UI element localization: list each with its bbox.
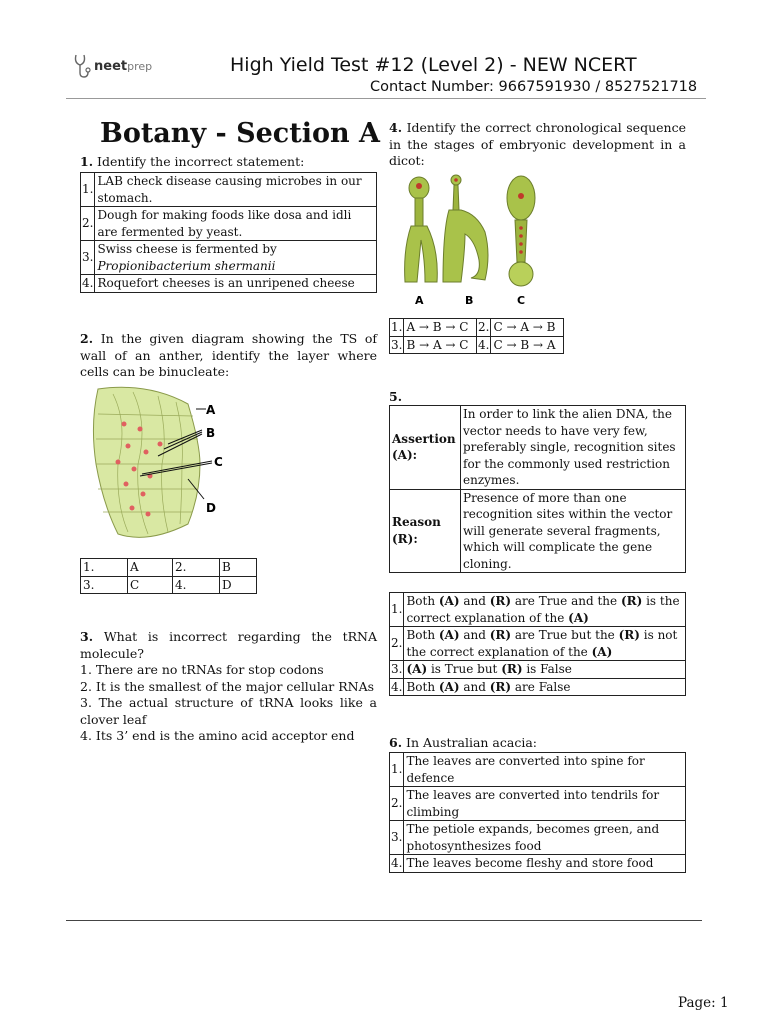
label-a: A — [206, 403, 216, 417]
stage-label-b: B — [465, 294, 474, 307]
question-2: 2. In the given diagram showing the TS of wall of an anther, identify the layer where cells can be binucleate: — [80, 331, 377, 379]
test-title: High Yield Test #12 (Level 2) - NEW NCERT — [230, 54, 637, 76]
statement: 3. The actual structure of tRNA looks like a clover leaf — [80, 695, 377, 727]
neetprep-logo — [72, 53, 152, 79]
option-1[interactable]: A → B → C — [404, 319, 477, 337]
question-6: 6. In Australian acacia: — [389, 735, 537, 750]
option-4[interactable]: C → B → A — [491, 336, 564, 354]
reason-text: Presence of more than one recognition sites within the vector will generate several fragments, which will complicate the gene cloning. — [461, 489, 686, 573]
option-row[interactable]: 3. (A) is True but (R) is False — [390, 661, 686, 679]
question-1-options — [80, 172, 377, 293]
header-divider — [66, 98, 706, 99]
contact-number: Contact Number: 9667591930 / 8527521718 — [370, 79, 698, 95]
statement: 4. Its 3’ end is the amino acid acceptor end — [80, 728, 355, 743]
option-row[interactable]: 4. Both (A) and (R) are False — [390, 678, 686, 696]
anther-wall-diagram — [88, 384, 238, 549]
option-row[interactable]: 1. Both (A) and (R) are True and the (R) is the correct explanation of the (A) — [390, 593, 686, 627]
section-title: Botany - Section A — [100, 118, 380, 149]
embryo-stages-diagram — [399, 170, 539, 312]
assertion-text: In order to link the alien DNA, the vector needs to have very few, preferably single, recognition sites for the commonly used restriction enzymes. — [461, 406, 686, 490]
option-1[interactable]: A — [128, 559, 173, 577]
label-d: D — [206, 501, 216, 515]
logo-text: neetprep — [94, 58, 153, 74]
label-b: B — [206, 426, 216, 440]
option-row[interactable]: 3. Swiss cheese is fermented by Propionibacterium shermanii — [81, 241, 377, 275]
option-3[interactable]: B → A → C — [404, 336, 477, 354]
page-number: Page: 1 — [678, 995, 729, 1011]
option-row[interactable]: 3. The petiole expands, becomes green, and photosynthesizes food — [390, 821, 686, 855]
question-5-options — [389, 592, 686, 696]
option-row[interactable]: 1. LAB check disease causing microbes in our stomach. — [81, 173, 377, 207]
option-row[interactable]: 4. The leaves become fleshy and store food — [390, 855, 686, 873]
question-4: 4. Identify the correct chronological sequence in the stages of embryonic development in a dicot: — [389, 120, 686, 168]
option-2[interactable]: B — [220, 559, 257, 577]
option-row[interactable]: 2. The leaves are converted into tendrils for climbing — [390, 787, 686, 821]
option-row[interactable]: 2. Dough for making foods like dosa and idli are fermented by yeast. — [81, 207, 377, 241]
option-row[interactable]: 4. Roquefort cheeses is an unripened cheese — [81, 275, 377, 293]
option-4[interactable]: D — [220, 576, 257, 594]
stage-label-a: A — [415, 294, 424, 307]
label-c: C — [214, 455, 223, 469]
option-row[interactable]: 1. The leaves are converted into spine for defence — [390, 753, 686, 787]
statement: 1. There are no tRNAs for stop codons — [80, 662, 324, 677]
option-row[interactable]: 2. Both (A) and (R) are True but the (R) is not the correct explanation of the (A) — [390, 627, 686, 661]
statement: 2. It is the smallest of the major cellular RNAs — [80, 678, 375, 694]
question-6-options — [389, 752, 686, 873]
stage-label-c: C — [517, 294, 526, 307]
assertion-reason-table — [389, 405, 686, 573]
option-3[interactable]: C — [128, 576, 173, 594]
question-2-options: 1. A 2. B 3. C 4. D — [80, 558, 257, 594]
question-5: 5. — [389, 389, 403, 404]
footer-divider — [66, 920, 702, 921]
reason-label: Reason (R): — [390, 489, 461, 573]
question-4-options: 1. A → B → C 2. C → A → B 3. B → A → C 4. C → B → A — [389, 318, 564, 354]
question-1: 1. Identify the incorrect statement: — [80, 154, 305, 169]
question-3: 3. What is incorrect regarding the tRNA molecule? — [80, 629, 377, 661]
stethoscope-icon — [72, 53, 92, 79]
assertion-label: Assertion (A): — [390, 406, 461, 490]
question-3-statements — [80, 662, 377, 745]
option-2[interactable]: C → A → B — [491, 319, 564, 337]
